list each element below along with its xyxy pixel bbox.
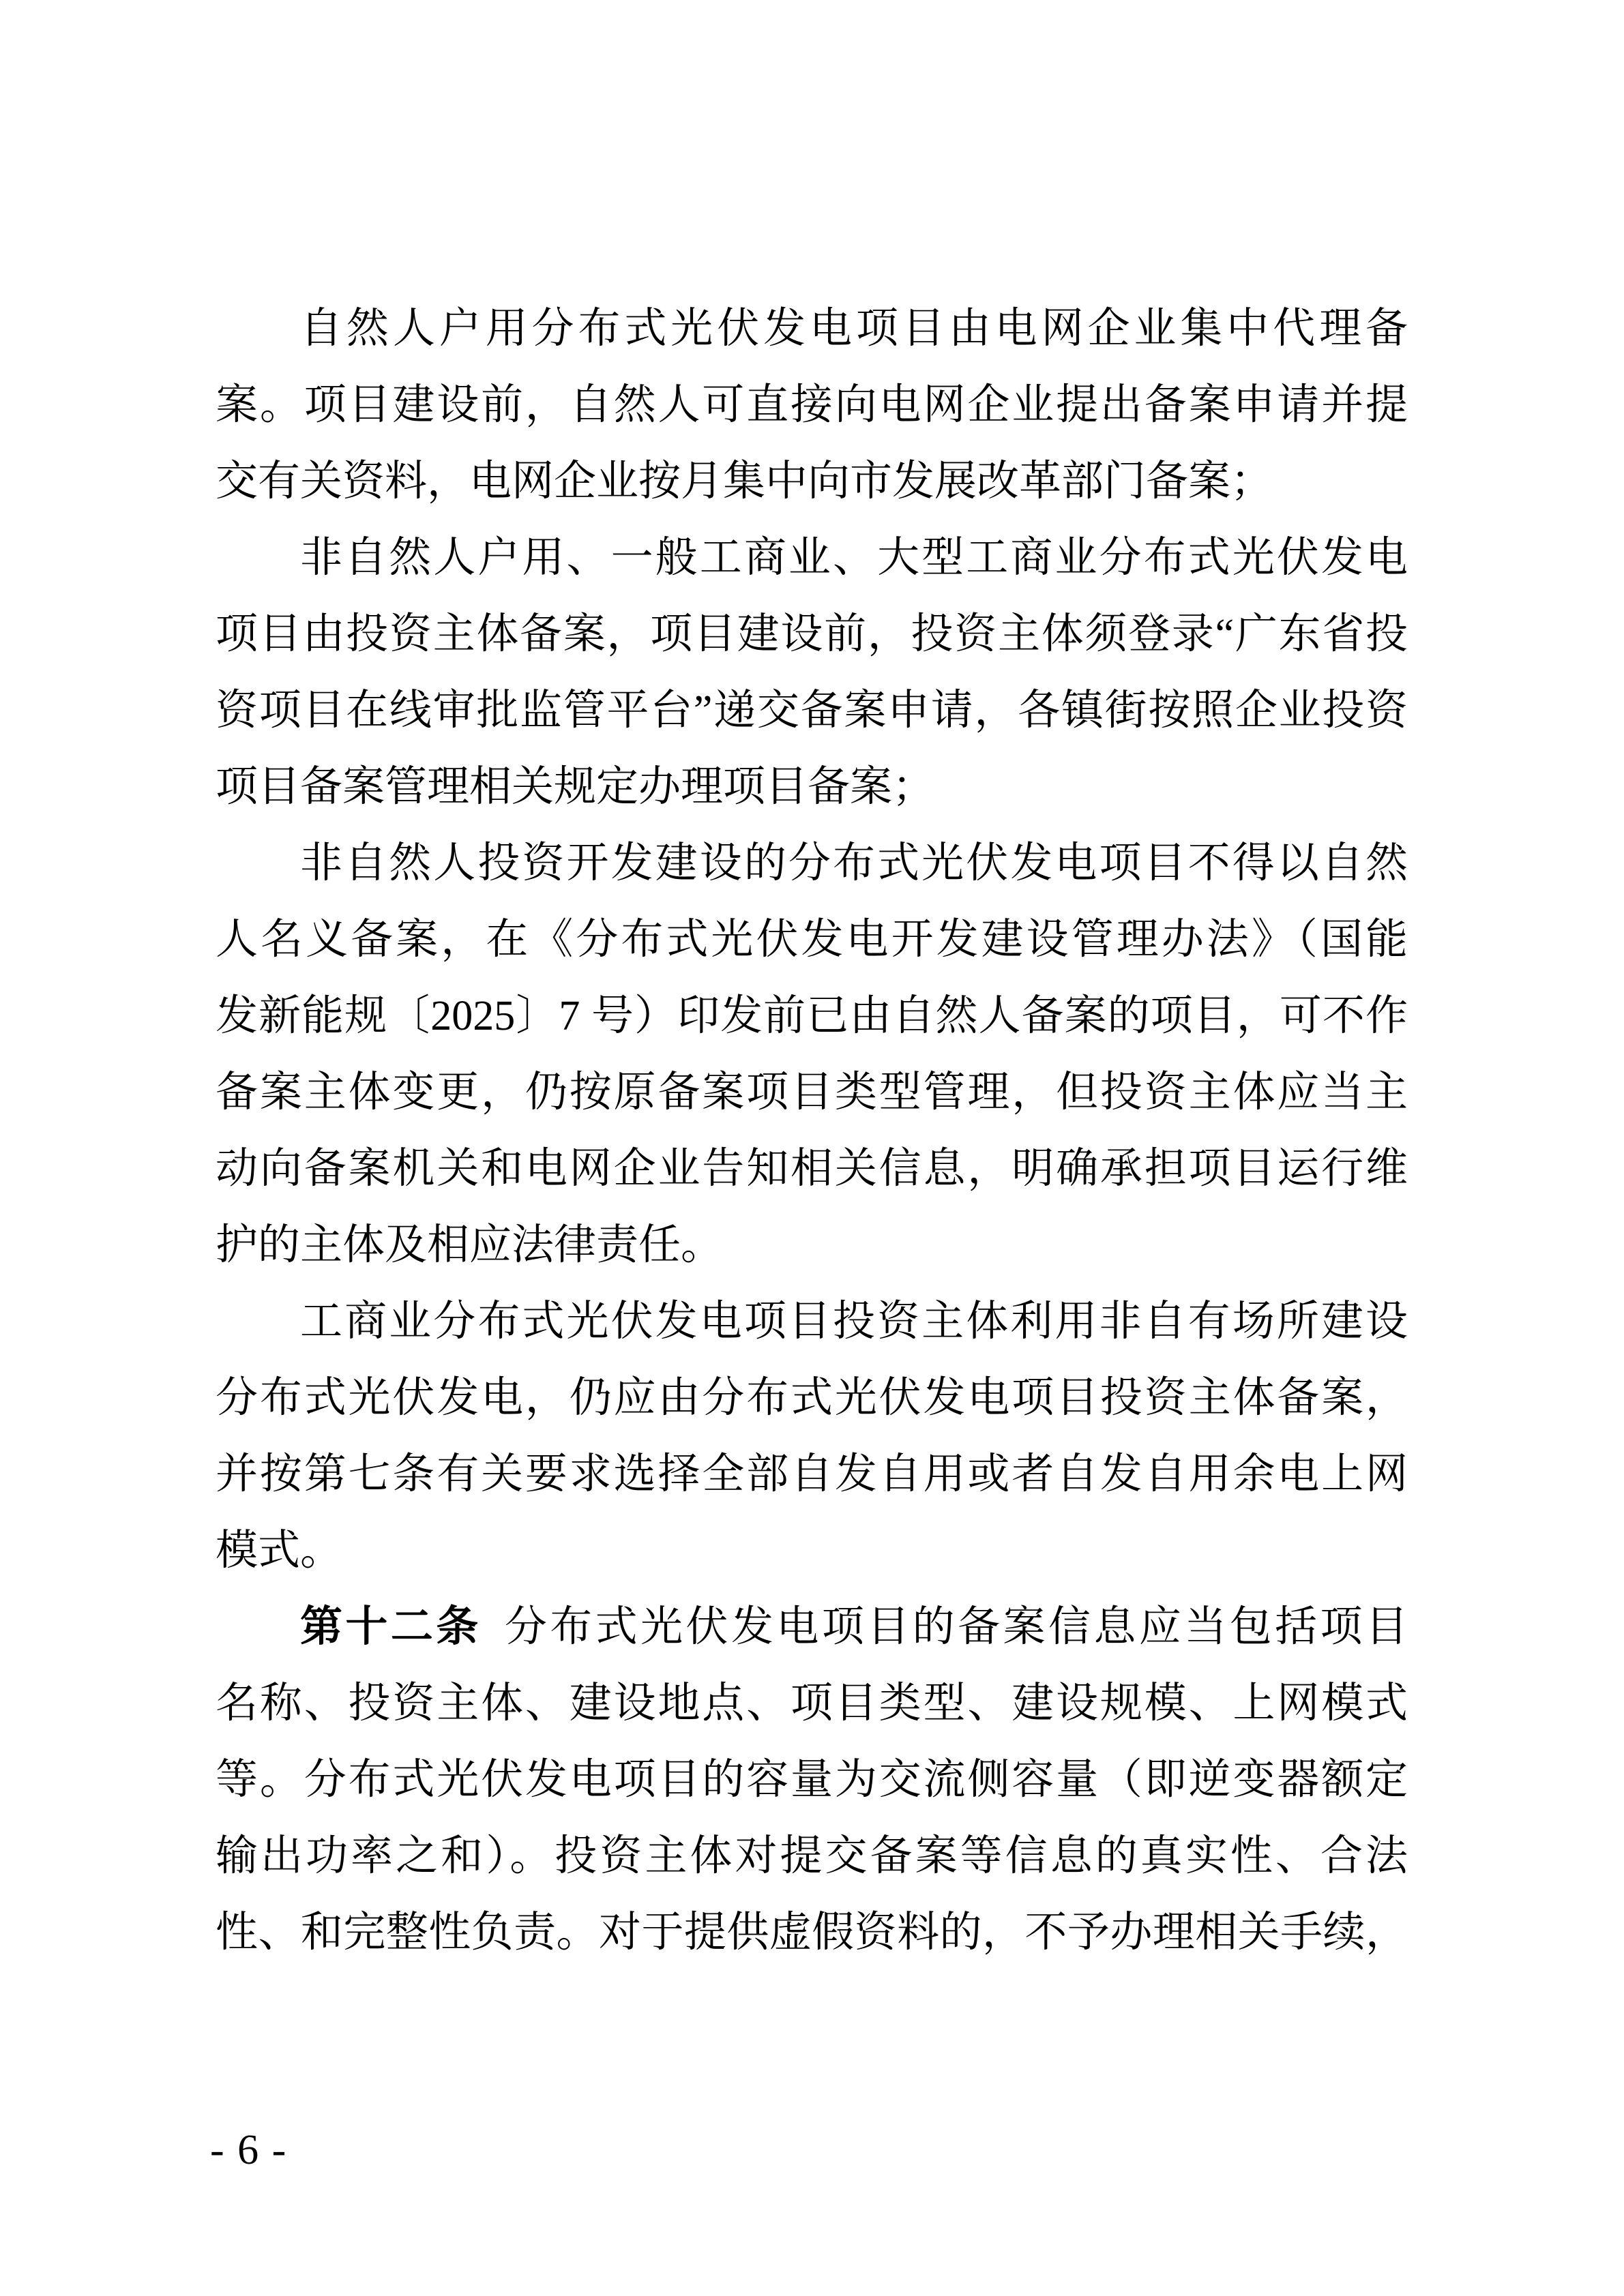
- article-heading-line-text: 分布式光伏发电项目的备案信息应当包括项目: [504, 1604, 1408, 1650]
- text-line: 动向备案机关和电网企业告知相关信息，明确承担项目运行维: [216, 1146, 1408, 1192]
- text-line: 非自然人户用、一般工商业、大型工商业分布式光伏发电: [300, 535, 1408, 581]
- text-line: 交有关资料，电网企业按月集中向市发展改革部门备案；: [216, 458, 1273, 505]
- text-line: 自然人户用分布式光伏发电项目由电网企业集中代理备: [300, 305, 1408, 352]
- document-body: [216, 290, 1408, 1971]
- text-line: 非自然人投资开发建设的分布式光伏发电项目不得以自然: [300, 840, 1408, 886]
- text-line: [216, 1589, 1408, 1665]
- text-line: 资项目在线审批监管平台”递交备案申请，各镇街按照企业投资: [216, 687, 1408, 734]
- page-number: - 6 -: [210, 2127, 288, 2173]
- text-line: 案。项目建设前，自然人可直接向电网企业提出备案申请并提: [216, 382, 1408, 428]
- article-heading: 第十二条: [300, 1604, 482, 1650]
- text-line: 性、和完整性负责。对于提供虚假资料的，不予办理相关手续，: [216, 1909, 1408, 1956]
- text-line: 等。分布式光伏发电项目的容量为交流侧容量（即逆变器额定: [216, 1757, 1408, 1803]
- text-line: 输出功率之和）。投资主体对提交备案等信息的真实性、合法: [216, 1833, 1408, 1879]
- text-line: 发新能规〔2025〕7 号）印发前已由自然人备案的项目，可不作: [216, 993, 1408, 1039]
- text-line: 名称、投资主体、建设地点、项目类型、建设规模、上网模式: [216, 1680, 1408, 1727]
- text-line: 分布式光伏发电，仍应由分布式光伏发电项目投资主体备案，: [216, 1375, 1408, 1421]
- paragraph-no-natural-person-name: [216, 825, 1408, 1283]
- text-line: 备案主体变更，仍按原备案项目类型管理，但投资主体应当主: [216, 1069, 1408, 1116]
- text-line: 项目由投资主体备案，项目建设前，投资主体须登录“广东省投: [216, 611, 1408, 657]
- paragraph-commercial-non-owned-site: [216, 1283, 1408, 1589]
- text-line: 护的主体及相应法律责任。: [216, 1222, 724, 1268]
- text-line: 人名义备案，在《分布式光伏发电开发建设管理办法》（国能: [216, 916, 1408, 963]
- text-line: 模式。: [216, 1527, 343, 1574]
- text-line: 项目备案管理相关规定办理项目备案；: [216, 764, 935, 810]
- paragraph-article-12: [216, 1589, 1408, 1971]
- text-line: 工商业分布式光伏发电项目投资主体利用非自有场所建设: [300, 1298, 1408, 1345]
- paragraph-non-natural-person-filing: [216, 520, 1408, 825]
- paragraph-natural-person-filing: [216, 290, 1408, 520]
- text-line: 并按第七条有关要求选择全部自发自用或者自发自用余电上网: [216, 1451, 1408, 1497]
